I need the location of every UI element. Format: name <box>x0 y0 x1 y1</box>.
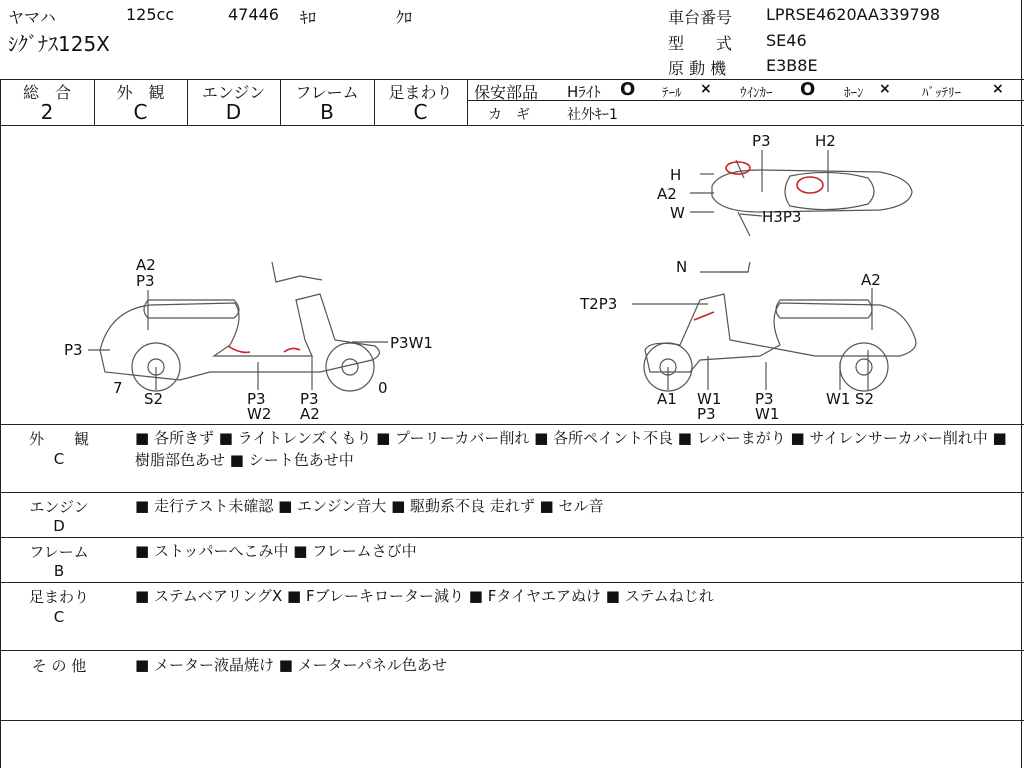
tail-mark: × <box>700 81 712 97</box>
label-top-h2: H2 <box>815 132 836 150</box>
tail-label: ﾃｰﾙ <box>662 86 682 101</box>
overall-label: 総 合 <box>22 83 71 102</box>
maker: ヤマハ <box>8 8 56 27</box>
label-left-p3w1: P3W1 <box>390 334 433 352</box>
displacement: 125cc <box>126 5 175 24</box>
type-label: 型 式 <box>668 34 733 53</box>
label-right-n: N <box>676 258 688 276</box>
color: ｸﾛ <box>396 8 413 27</box>
frame-no-label: 車台番号 <box>668 8 733 27</box>
label-left-p3-b2: P3 <box>300 390 319 408</box>
label-right-p3: P3 <box>697 405 716 423</box>
engine-grade: D <box>225 100 242 124</box>
section-label: 外 観 <box>28 430 89 448</box>
label-left-7: 7 <box>113 379 123 397</box>
headlight-label: Hﾗｲﾄ <box>567 83 601 101</box>
section-label: エンジン <box>29 498 89 516</box>
winker-mark: O <box>800 79 816 100</box>
label-top-a2: A2 <box>657 185 677 203</box>
engine-model-value: E3B8E <box>766 56 818 75</box>
section-label: 足まわり <box>28 588 89 606</box>
mileage-unit: ｷﾛ <box>300 8 317 27</box>
label-left-0: 0 <box>378 379 388 397</box>
label-right-s2: S2 <box>855 390 875 408</box>
label-top-h3p3: H3P3 <box>762 208 802 226</box>
suspension-label: 足まわり <box>388 83 453 102</box>
section-label: フレーム <box>29 543 89 561</box>
horn-label: ﾎｰﾝ <box>844 86 864 101</box>
label-left-a2: A2 <box>136 256 156 274</box>
battery-label: ﾊﾞｯﾃﾘｰ <box>922 86 961 101</box>
label-top-w: W <box>670 204 685 222</box>
section-text: ■ メーター液晶焼け ■ メーターパネル色あせ <box>135 656 447 674</box>
exterior-label: 外 観 <box>116 83 165 102</box>
section-text: ■ 各所きず ■ ライトレンズくもり ■ プーリーカバー削れ ■ 各所ペイント不良 ■ レバーまがり ■ サイレンサーカバー削れ中 ■ 樹脂部色あせ ■ シート色あせ中 <box>135 429 1007 469</box>
engine-label: エンジン <box>201 83 266 102</box>
safety-label: 保安部品 <box>474 83 539 102</box>
section-grade: C <box>53 608 65 626</box>
label-right-w1: W1 <box>697 390 722 408</box>
scooter-left-view <box>88 262 388 391</box>
label-left-p3-bottom: P3 <box>247 390 266 408</box>
frame-grade: B <box>320 100 334 124</box>
label-right-a1: A1 <box>657 390 677 408</box>
headlight-mark: O <box>620 79 636 100</box>
section-grade: B <box>53 562 65 580</box>
label-left-p3-top: P3 <box>136 272 155 290</box>
label-right-a2: A2 <box>861 271 881 289</box>
frame-label: フレーム <box>295 83 359 102</box>
section-label: そ の 他 <box>31 657 87 675</box>
key-label: カ ギ <box>488 107 530 123</box>
overall-grade: 2 <box>40 100 54 124</box>
label-left-w2: W2 <box>247 405 272 423</box>
label-right-w1-b: W1 <box>755 405 780 423</box>
suspension-grade: C <box>413 100 428 124</box>
section-grade: C <box>53 450 65 468</box>
label-top-p3: P3 <box>752 132 771 150</box>
label-left-p3-side: P3 <box>64 341 83 359</box>
model-name: ｼｸﾞﾅｽ125X <box>8 32 110 56</box>
damage-diagram <box>0 126 1020 424</box>
label-right-p3-b: P3 <box>755 390 774 408</box>
winker-label: ｳｲﾝｶｰ <box>740 86 773 101</box>
section-text: ■ 走行テスト未確認 ■ エンジン音大 ■ 駆動系不良 走れず ■ セル音 <box>135 497 604 515</box>
frame-no: LPRSE4620AA339798 <box>766 5 941 24</box>
label-top-h: H <box>670 166 682 184</box>
label-right-t2p3: T2P3 <box>580 295 618 313</box>
exterior-grade: C <box>133 100 148 124</box>
label-left-a2-b2: A2 <box>300 405 320 423</box>
mileage: 47446 <box>228 5 279 24</box>
section-grade: D <box>53 517 65 535</box>
diagram-labels <box>64 132 881 423</box>
horn-mark: × <box>879 81 891 97</box>
engine-model-label: 原 動 機 <box>668 59 727 78</box>
type-value: SE46 <box>766 31 807 50</box>
label-left-s2: S2 <box>144 390 164 408</box>
battery-mark: × <box>992 81 1004 97</box>
section-text: ■ ステムベアリングX ■ Fブレーキローター減り ■ Fタイヤエアぬけ ■ ステムねじれ <box>135 587 714 605</box>
label-right-w1-c: W1 <box>826 390 851 408</box>
key-value: 社外ｷｰ1 <box>567 107 618 123</box>
section-text: ■ ストッパーへこみ中 ■ フレームさび中 <box>135 542 417 560</box>
